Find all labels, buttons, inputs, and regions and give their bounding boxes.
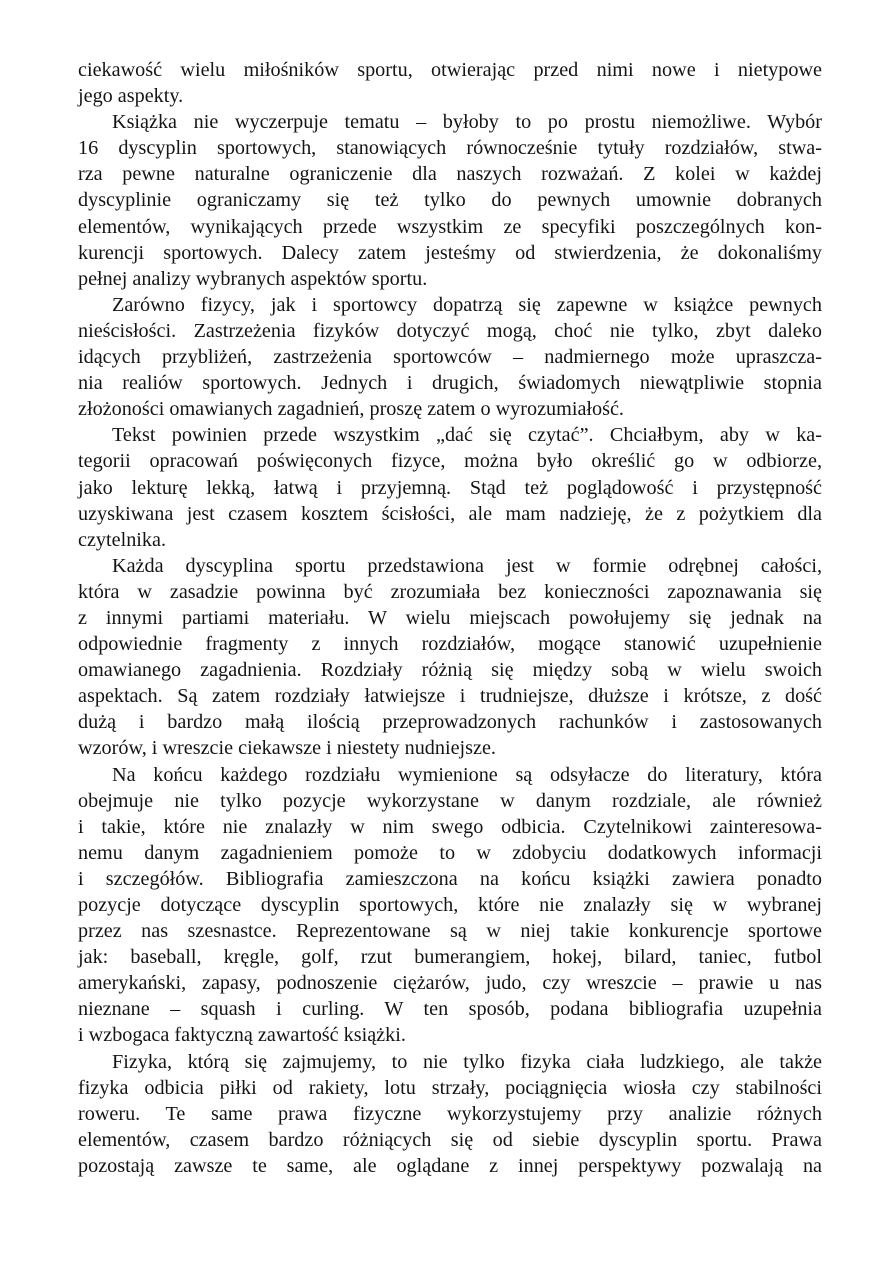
text-line: roweru. Te same prawa fizyczne wykorzystujemy przy analizie różnych bbox=[78, 1102, 822, 1125]
text-line: odpowiednie fragmenty z innych rozdziałów, mogące stanowić uzupełnienie bbox=[78, 633, 822, 656]
text-line: złożoności omawianych zagadnień, proszę zatem o wyrozumiałość. bbox=[78, 398, 624, 421]
text-line: i szczegółów. Bibliografia zamieszczona na końcu książki zawiera ponadto bbox=[78, 867, 822, 890]
text-line: pozycje dotyczące dyscyplin sportowych, które nie znalazły się w wybranej bbox=[78, 894, 822, 916]
text-line: ciekawość wielu miłośników sportu, otwierając przed nimi nowe i nietypowe bbox=[78, 59, 822, 81]
text-line: nia realiów sportowych. Jednych i drugich, świadomych niewątpliwie stopnia bbox=[78, 372, 822, 395]
text-line: i wzbogaca faktyczną zawartość książki. bbox=[78, 1024, 406, 1047]
text-line: Tekst powinien przede wszystkim „dać się czytać”. Chciałbym, aby w ka- bbox=[112, 424, 822, 447]
text-line: aspektach. Są zatem rozdziały łatwiejsze i trudniejsze, dłuższe i krótsze, z dość bbox=[78, 685, 822, 708]
paragraph-3 bbox=[78, 292, 822, 422]
text-line: jego aspekty. bbox=[78, 85, 184, 108]
text-line: czytelnika. bbox=[78, 528, 166, 551]
text-line: pozostają zawsze te same, ale oglądane z innej perspektywy pozwalają na bbox=[78, 1154, 822, 1177]
text-line: jak: baseball, kręgle, golf, rzut bumerangiem, hokej, bilard, taniec, futbol bbox=[78, 946, 822, 969]
text-line: jako lekturę lekką, łatwą i przyjemną. Stąd też poglądowość i przystępność bbox=[78, 476, 822, 499]
text-line: uzyskiwana jest czasem kosztem ścisłości, ale mam nadzieję, że z pożytkiem dla bbox=[78, 502, 822, 525]
text-line: dyscyplinie ograniczamy się też tylko do pewnych umownie dobranych bbox=[78, 189, 822, 212]
paragraph-2 bbox=[78, 109, 822, 292]
text-line: rza pewne naturalne ograniczenie dla naszych rozważań. Z kolei w każdej bbox=[78, 163, 822, 186]
text-line: 16 dyscyplin sportowych, stanowiących równocześnie tytuły rozdziałów, stwa- bbox=[78, 137, 822, 160]
paragraph-1 bbox=[78, 57, 822, 109]
text-line: nemu danym zagadnieniem pomoże to w zdobyciu dodatkowych informacji bbox=[78, 841, 822, 864]
text-line: elementów, czasem bardzo różniących się od siebie dyscyplin sportu. Prawa bbox=[78, 1128, 822, 1151]
text-line: Zarówno fizycy, jak i sportowcy dopatrzą się zapewne w książce pewnych bbox=[112, 293, 822, 316]
text-line: wzorów, i wreszcie ciekawsze i niestety nudniejsze. bbox=[78, 737, 496, 760]
text-line: która w zasadzie powinna być zrozumiała bez konieczności zapoznawania się bbox=[78, 580, 822, 603]
text-line: Każda dyscyplina sportu przedstawiona jest w formie odrębnej całości, bbox=[112, 554, 822, 577]
text-line: idących przybliżeń, zastrzeżenia sportowców – nadmiernego może upraszcza- bbox=[78, 346, 822, 369]
paragraph-7 bbox=[78, 1049, 822, 1179]
text-line: Fizyka, którą się zajmujemy, to nie tylko fizyka ciała ludzkiego, ale także bbox=[112, 1050, 822, 1073]
paragraph-5 bbox=[78, 553, 822, 762]
text-line: omawianego zagadnienia. Rozdziały różnią się między sobą w wielu swoich bbox=[78, 659, 822, 682]
text-line: tegorii opracowań poświęconych fizyce, można było określić go w odbiorze, bbox=[78, 450, 822, 473]
paragraph-6 bbox=[78, 762, 822, 1049]
text-line: Książka nie wyczerpuje tematu – byłoby to po prostu niemożliwe. Wybór bbox=[112, 111, 822, 134]
document-page bbox=[78, 57, 822, 1179]
paragraph-4 bbox=[78, 422, 822, 552]
text-line: amerykański, zapasy, podnoszenie ciężarów, judo, czy wreszcie – prawie u nas bbox=[78, 972, 822, 995]
text-line: dużą i bardzo małą ilością przeprowadzonych rachunków i zastosowanych bbox=[78, 711, 822, 734]
text-line: fizyka odbicia piłki od rakiety, lotu strzały, pociągnięcia wiosła czy stabilności bbox=[78, 1076, 822, 1099]
text-line: obejmuje nie tylko pozycje wykorzystane w danym rozdziale, ale również bbox=[78, 789, 822, 812]
text-line: i takie, które nie znalazły w nim swego odbicia. Czytelnikowi zainteresowa- bbox=[78, 815, 822, 838]
text-line: nieznane – squash i curling. W ten sposób, podana bibliografia uzupełnia bbox=[78, 998, 822, 1021]
text-line: pełnej analizy wybranych aspektów sportu. bbox=[78, 267, 428, 290]
text-line: kurencji sportowych. Dalecy zatem jesteśmy od stwierdzenia, że dokonaliśmy bbox=[78, 241, 822, 264]
text-line: przez nas szesnastce. Reprezentowane są w niej takie konkurencje sportowe bbox=[78, 920, 822, 943]
text-line: z innymi partiami materiału. W wielu miejscach powołujemy się jednak na bbox=[78, 606, 822, 629]
text-line: elementów, wynikających przede wszystkim ze specyfiki poszczególnych kon- bbox=[78, 215, 822, 238]
text-line: Na końcu każdego rozdziału wymienione są odsyłacze do literatury, która bbox=[112, 763, 822, 786]
text-line: nieścisłości. Zastrzeżenia fizyków dotyczyć mogą, choć nie tylko, zbyt daleko bbox=[78, 319, 822, 342]
